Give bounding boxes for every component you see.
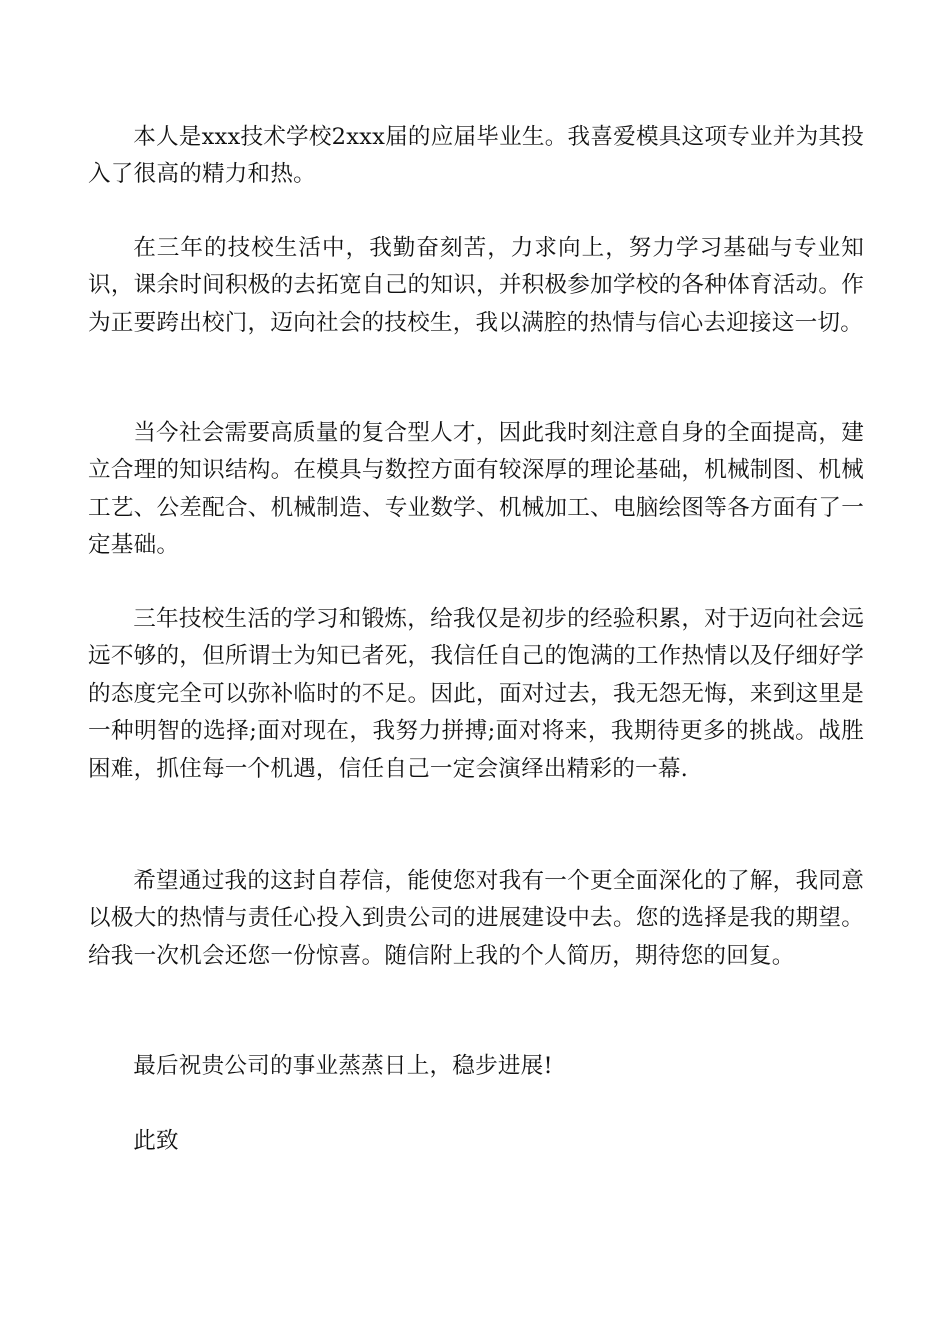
paragraph-introduction: 本人是xxx技术学校2xxx届的应届毕业生。我喜爱模具这项专业并为其投入了很高的精力和热。 bbox=[88, 124, 864, 188]
paragraph-outlook: 三年技校生活的学习和锻炼，给我仅是初步的经验积累，对于迈向社会远远不够的，但所谓士为知已者死，我信任自己的饱满的工作热情以及仔细好学的态度完全可以弥补临时的不足。因此，面对过去，我无怨无悔，来到这里是一种明智的选择;面对现在，我努力拼搏;面对将来，我期待更多的挑战。战胜困难，抓住每一个机遇，信任自己一定会演绎出精彩的一幕. bbox=[88, 606, 864, 782]
letter-page bbox=[88, 0, 864, 1344]
paragraph-request: 希望通过我的这封自荐信，能使您对我有一个更全面深化的了解，我同意以极大的热情与责任心投入到贵公司的进展建设中去。您的选择是我的期望。给我一次机会还您一份惊喜。随信附上我的个人简历，期待您的回复。 bbox=[88, 868, 864, 969]
paragraph-school-life: 在三年的技校生活中，我勤奋刻苦，力求向上，努力学习基础与专业知识，课余时间积极的去拓宽自己的知识，并积极参加学校的各种体育活动。作为正要跨出校门，迈向社会的技校生，我以满腔的热情与信心去迎接这一切。 bbox=[88, 235, 864, 336]
paragraph-closing: 此致 bbox=[133, 1128, 179, 1154]
paragraph-skills: 当今社会需要高质量的复合型人才，因此我时刻注意自身的全面提高，建立合理的知识结构。在模具与数控方面有较深厚的理论基础，机械制图、机械工艺、公差配合、机械制造、专业数学、机械加工、电脑绘图等各方面有了一定基础。 bbox=[88, 420, 864, 559]
paragraph-wishes: 最后祝贵公司的事业蒸蒸日上，稳步进展! bbox=[133, 1053, 553, 1079]
